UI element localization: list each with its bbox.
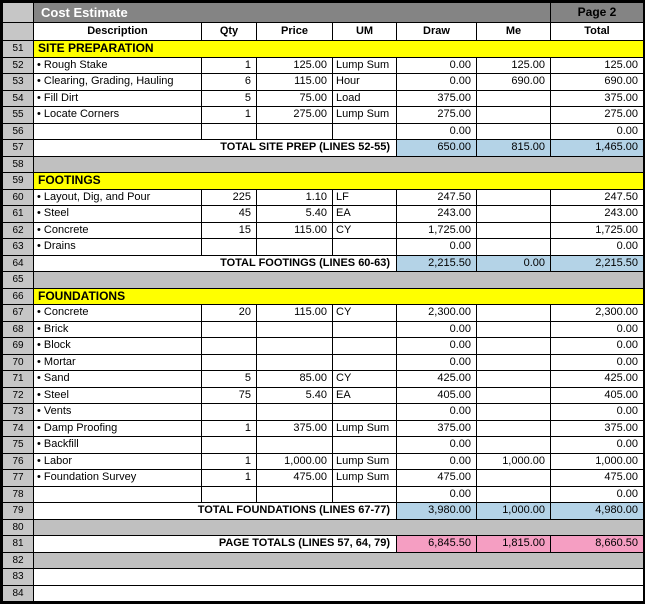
price-cell[interactable]: 1,000.00 (257, 453, 333, 470)
column-header-me[interactable]: Me (477, 23, 551, 41)
um-cell[interactable] (333, 404, 397, 421)
row-number[interactable]: 63 (3, 239, 34, 256)
price-cell[interactable] (257, 486, 333, 503)
row-number[interactable]: 57 (3, 140, 34, 157)
draw-cell[interactable]: 0.00 (397, 74, 477, 91)
column-header-qty[interactable]: Qty (202, 23, 257, 41)
total-draw-cell[interactable]: 3,980.00 (397, 503, 477, 520)
total-draw-cell[interactable]: 2,215.50 (397, 255, 477, 272)
row-number[interactable]: 80 (3, 519, 34, 536)
section-header-cell[interactable]: SITE PREPARATION (34, 41, 644, 58)
total-label-cell[interactable]: TOTAL FOUNDATIONS (LINES 67-77) (34, 503, 397, 520)
um-cell[interactable]: EA (333, 206, 397, 223)
um-cell[interactable]: EA (333, 387, 397, 404)
qty-cell[interactable] (202, 239, 257, 256)
column-header-row (3, 23, 644, 41)
draw-cell[interactable]: 275.00 (397, 107, 477, 124)
total-me-cell[interactable]: 815.00 (477, 140, 551, 157)
price-cell[interactable]: 5.40 (257, 387, 333, 404)
me-cell[interactable] (477, 470, 551, 487)
me-cell[interactable] (477, 305, 551, 322)
table-row (3, 420, 644, 437)
total-cell[interactable]: 275.00 (551, 107, 644, 124)
me-cell[interactable] (477, 387, 551, 404)
me-cell[interactable] (477, 437, 551, 454)
draw-cell[interactable]: 0.00 (397, 437, 477, 454)
um-cell[interactable] (333, 486, 397, 503)
row-number[interactable]: 60 (3, 189, 34, 206)
me-cell[interactable]: 690.00 (477, 74, 551, 91)
description-cell[interactable]: • Steel (34, 387, 202, 404)
me-cell[interactable] (477, 239, 551, 256)
total-cell[interactable]: 0.00 (551, 338, 644, 355)
qty-cell[interactable] (202, 338, 257, 355)
table-row (3, 206, 644, 223)
description-cell[interactable]: • Concrete (34, 222, 202, 239)
total-cell[interactable]: 475.00 (551, 470, 644, 487)
um-cell[interactable]: CY (333, 305, 397, 322)
table-row (3, 453, 644, 470)
total-cell[interactable]: 0.00 (551, 239, 644, 256)
row-number[interactable]: 58 (3, 156, 34, 173)
row-number[interactable]: 67 (3, 305, 34, 322)
row-number[interactable]: 69 (3, 338, 34, 355)
table-row (3, 338, 644, 355)
description-cell[interactable]: • Foundation Survey (34, 470, 202, 487)
row-number[interactable]: 59 (3, 173, 34, 190)
row-number[interactable]: 54 (3, 90, 34, 107)
draw-cell[interactable]: 0.00 (397, 239, 477, 256)
description-cell[interactable]: • Mortar (34, 354, 202, 371)
title-row (3, 3, 644, 23)
total-cell[interactable]: 425.00 (551, 371, 644, 388)
row-number[interactable]: 56 (3, 123, 34, 140)
price-cell[interactable]: 85.00 (257, 371, 333, 388)
total-total-cell[interactable]: 4,980.00 (551, 503, 644, 520)
description-cell[interactable]: • Vents (34, 404, 202, 421)
draw-cell[interactable]: 0.00 (397, 486, 477, 503)
description-cell[interactable]: • Block (34, 338, 202, 355)
description-cell[interactable]: • Drains (34, 239, 202, 256)
um-cell[interactable]: Lump Sum (333, 453, 397, 470)
total-total-cell[interactable]: 2,215.50 (551, 255, 644, 272)
table-row (3, 503, 644, 520)
table-row (3, 140, 644, 157)
price-cell[interactable] (257, 239, 333, 256)
qty-cell[interactable] (202, 354, 257, 371)
description-cell[interactable]: • Concrete (34, 305, 202, 322)
spacer-row-cell (34, 552, 644, 569)
me-cell[interactable] (477, 420, 551, 437)
um-cell[interactable]: CY (333, 371, 397, 388)
table-row (3, 519, 644, 536)
section-header-cell[interactable]: FOOTINGS (34, 173, 644, 190)
me-cell[interactable]: 125.00 (477, 57, 551, 74)
total-label-cell[interactable]: TOTAL SITE PREP (LINES 52-55) (34, 140, 397, 157)
table-row (3, 90, 644, 107)
qty-cell[interactable]: 15 (202, 222, 257, 239)
total-me-cell[interactable]: 1,815.00 (477, 536, 551, 553)
me-cell[interactable] (477, 354, 551, 371)
row-number[interactable]: 84 (3, 585, 34, 602)
page-number: Page 2 (551, 3, 644, 23)
draw-cell[interactable]: 475.00 (397, 470, 477, 487)
um-cell[interactable] (333, 123, 397, 140)
table-row (3, 288, 644, 305)
qty-cell[interactable]: 1 (202, 420, 257, 437)
total-cell[interactable]: 0.00 (551, 321, 644, 338)
um-cell[interactable]: Lump Sum (333, 57, 397, 74)
price-cell[interactable] (257, 354, 333, 371)
table-row (3, 57, 644, 74)
description-cell[interactable]: • Labor (34, 453, 202, 470)
total-label-cell[interactable]: PAGE TOTALS (LINES 57, 64, 79) (34, 536, 397, 553)
spacer-row-cell (34, 519, 644, 536)
description-cell[interactable]: • Brick (34, 321, 202, 338)
qty-cell[interactable]: 1 (202, 107, 257, 124)
description-cell[interactable]: • Layout, Dig, and Pour (34, 189, 202, 206)
table-row (3, 486, 644, 503)
description-cell[interactable]: • Damp Proofing (34, 420, 202, 437)
blank-row-cell[interactable] (34, 569, 644, 586)
draw-cell[interactable]: 247.50 (397, 189, 477, 206)
row-number[interactable]: 64 (3, 255, 34, 272)
row-number[interactable]: 68 (3, 321, 34, 338)
price-cell[interactable]: 125.00 (257, 57, 333, 74)
draw-cell[interactable]: 375.00 (397, 420, 477, 437)
spacer-row-cell (34, 272, 644, 289)
row-number[interactable]: 73 (3, 404, 34, 421)
table-row (3, 173, 644, 190)
table-row (3, 585, 644, 602)
row-number[interactable]: 55 (3, 107, 34, 124)
total-cell[interactable]: 0.00 (551, 404, 644, 421)
qty-cell[interactable]: 1 (202, 57, 257, 74)
description-cell[interactable]: • Backfill (34, 437, 202, 454)
um-cell[interactable]: Lump Sum (333, 420, 397, 437)
description-cell[interactable]: • Sand (34, 371, 202, 388)
price-cell[interactable]: 375.00 (257, 420, 333, 437)
table-row (3, 239, 644, 256)
row-number[interactable]: 83 (3, 569, 34, 586)
total-cell[interactable]: 0.00 (551, 437, 644, 454)
um-cell[interactable]: Lump Sum (333, 470, 397, 487)
total-cell[interactable]: 375.00 (551, 90, 644, 107)
total-draw-cell[interactable]: 6,845.50 (397, 536, 477, 553)
qty-cell[interactable] (202, 123, 257, 140)
me-cell[interactable] (477, 371, 551, 388)
me-cell[interactable] (477, 189, 551, 206)
total-draw-cell[interactable]: 650.00 (397, 140, 477, 157)
description-cell[interactable] (34, 486, 202, 503)
row-number[interactable]: 61 (3, 206, 34, 223)
um-cell[interactable] (333, 239, 397, 256)
draw-cell[interactable]: 375.00 (397, 90, 477, 107)
total-me-cell[interactable]: 1,000.00 (477, 503, 551, 520)
table-row (3, 536, 644, 553)
table-row (3, 189, 644, 206)
um-cell[interactable] (333, 354, 397, 371)
row-number[interactable]: 78 (3, 486, 34, 503)
gutter-header (3, 23, 34, 41)
description-cell[interactable]: • Fill Dirt (34, 90, 202, 107)
column-header-um[interactable]: UM (333, 23, 397, 41)
column-header-total[interactable]: Total (551, 23, 644, 41)
total-cell[interactable]: 247.50 (551, 189, 644, 206)
description-cell[interactable]: • Clearing, Grading, Hauling (34, 74, 202, 91)
description-cell[interactable]: • Rough Stake (34, 57, 202, 74)
draw-cell[interactable]: 0.00 (397, 123, 477, 140)
qty-cell[interactable]: 45 (202, 206, 257, 223)
draw-cell[interactable]: 0.00 (397, 338, 477, 355)
draw-cell[interactable]: 0.00 (397, 453, 477, 470)
price-cell[interactable]: 475.00 (257, 470, 333, 487)
qty-cell[interactable] (202, 404, 257, 421)
um-cell[interactable]: Hour (333, 74, 397, 91)
price-cell[interactable]: 275.00 (257, 107, 333, 124)
gutter-corner (3, 3, 34, 23)
me-cell[interactable] (477, 486, 551, 503)
um-cell[interactable] (333, 321, 397, 338)
page-title: Cost Estimate (34, 3, 551, 23)
row-number[interactable]: 52 (3, 57, 34, 74)
qty-cell[interactable]: 20 (202, 305, 257, 322)
price-cell[interactable]: 75.00 (257, 90, 333, 107)
column-header-price[interactable]: Price (257, 23, 333, 41)
estimate-rows (3, 3, 644, 602)
um-cell[interactable]: Load (333, 90, 397, 107)
qty-cell[interactable] (202, 486, 257, 503)
total-cell[interactable]: 243.00 (551, 206, 644, 223)
row-number[interactable]: 82 (3, 552, 34, 569)
row-number[interactable]: 76 (3, 453, 34, 470)
section-header-cell[interactable]: FOUNDATIONS (34, 288, 644, 305)
table-row (3, 470, 644, 487)
total-label-cell[interactable]: TOTAL FOOTINGS (LINES 60-63) (34, 255, 397, 272)
row-number[interactable]: 65 (3, 272, 34, 289)
draw-cell[interactable]: 425.00 (397, 371, 477, 388)
table-row (3, 305, 644, 322)
qty-cell[interactable]: 5 (202, 90, 257, 107)
qty-cell[interactable]: 225 (202, 189, 257, 206)
um-cell[interactable] (333, 338, 397, 355)
me-cell[interactable] (477, 222, 551, 239)
qty-cell[interactable] (202, 437, 257, 454)
price-cell[interactable]: 1.10 (257, 189, 333, 206)
total-cell[interactable]: 1,725.00 (551, 222, 644, 239)
table-row (3, 107, 644, 124)
me-cell[interactable] (477, 404, 551, 421)
qty-cell[interactable]: 75 (202, 387, 257, 404)
price-cell[interactable] (257, 404, 333, 421)
draw-cell[interactable]: 243.00 (397, 206, 477, 223)
table-row (3, 354, 644, 371)
table-row (3, 404, 644, 421)
qty-cell[interactable]: 1 (202, 453, 257, 470)
blank-row-cell[interactable] (34, 585, 644, 602)
qty-cell[interactable]: 1 (202, 470, 257, 487)
row-number[interactable]: 70 (3, 354, 34, 371)
total-cell[interactable]: 405.00 (551, 387, 644, 404)
um-cell[interactable]: LF (333, 189, 397, 206)
row-number[interactable]: 66 (3, 288, 34, 305)
row-number[interactable]: 72 (3, 387, 34, 404)
column-header-description[interactable]: Description (34, 23, 202, 41)
price-cell[interactable]: 115.00 (257, 222, 333, 239)
total-cell[interactable]: 0.00 (551, 123, 644, 140)
table-row (3, 437, 644, 454)
total-cell[interactable]: 375.00 (551, 420, 644, 437)
table-row (3, 156, 644, 173)
price-cell[interactable] (257, 338, 333, 355)
um-cell[interactable] (333, 437, 397, 454)
row-number[interactable]: 74 (3, 420, 34, 437)
table-row (3, 569, 644, 586)
column-header-draw[interactable]: Draw (397, 23, 477, 41)
total-total-cell[interactable]: 8,660.50 (551, 536, 644, 553)
row-number[interactable]: 81 (3, 536, 34, 553)
me-cell[interactable]: 1,000.00 (477, 453, 551, 470)
row-number[interactable]: 79 (3, 503, 34, 520)
row-number[interactable]: 53 (3, 74, 34, 91)
draw-cell[interactable]: 0.00 (397, 57, 477, 74)
total-cell[interactable]: 0.00 (551, 354, 644, 371)
row-number[interactable]: 77 (3, 470, 34, 487)
total-cell[interactable]: 0.00 (551, 486, 644, 503)
row-number[interactable]: 71 (3, 371, 34, 388)
table-row (3, 74, 644, 91)
row-number[interactable]: 62 (3, 222, 34, 239)
table-row (3, 255, 644, 272)
total-cell[interactable]: 1,000.00 (551, 453, 644, 470)
table-row (3, 123, 644, 140)
me-cell[interactable] (477, 338, 551, 355)
draw-cell[interactable]: 0.00 (397, 354, 477, 371)
price-cell[interactable] (257, 321, 333, 338)
draw-cell[interactable]: 1,725.00 (397, 222, 477, 239)
row-number[interactable]: 51 (3, 41, 34, 58)
description-cell[interactable] (34, 123, 202, 140)
draw-cell[interactable]: 405.00 (397, 387, 477, 404)
draw-cell[interactable]: 2,300.00 (397, 305, 477, 322)
table-row (3, 387, 644, 404)
um-cell[interactable]: CY (333, 222, 397, 239)
total-total-cell[interactable]: 1,465.00 (551, 140, 644, 157)
qty-cell[interactable] (202, 321, 257, 338)
me-cell[interactable] (477, 206, 551, 223)
table-row (3, 371, 644, 388)
draw-cell[interactable]: 0.00 (397, 404, 477, 421)
spacer-row-cell (34, 156, 644, 173)
qty-cell[interactable]: 5 (202, 371, 257, 388)
me-cell[interactable] (477, 321, 551, 338)
price-cell[interactable]: 115.00 (257, 305, 333, 322)
draw-cell[interactable]: 0.00 (397, 321, 477, 338)
price-cell[interactable]: 5.40 (257, 206, 333, 223)
table-row (3, 321, 644, 338)
qty-cell[interactable]: 6 (202, 74, 257, 91)
description-cell[interactable]: • Steel (34, 206, 202, 223)
me-cell[interactable] (477, 90, 551, 107)
total-me-cell[interactable]: 0.00 (477, 255, 551, 272)
description-cell[interactable]: • Locate Corners (34, 107, 202, 124)
table-row (3, 222, 644, 239)
price-cell[interactable]: 115.00 (257, 74, 333, 91)
price-cell[interactable] (257, 123, 333, 140)
table-row (3, 272, 644, 289)
total-cell[interactable]: 2,300.00 (551, 305, 644, 322)
estimate-table (2, 2, 644, 602)
total-cell[interactable]: 690.00 (551, 74, 644, 91)
total-cell[interactable]: 125.00 (551, 57, 644, 74)
me-cell[interactable] (477, 107, 551, 124)
um-cell[interactable]: Lump Sum (333, 107, 397, 124)
table-row (3, 552, 644, 569)
price-cell[interactable] (257, 437, 333, 454)
me-cell[interactable] (477, 123, 551, 140)
table-row (3, 41, 644, 58)
row-number[interactable]: 75 (3, 437, 34, 454)
